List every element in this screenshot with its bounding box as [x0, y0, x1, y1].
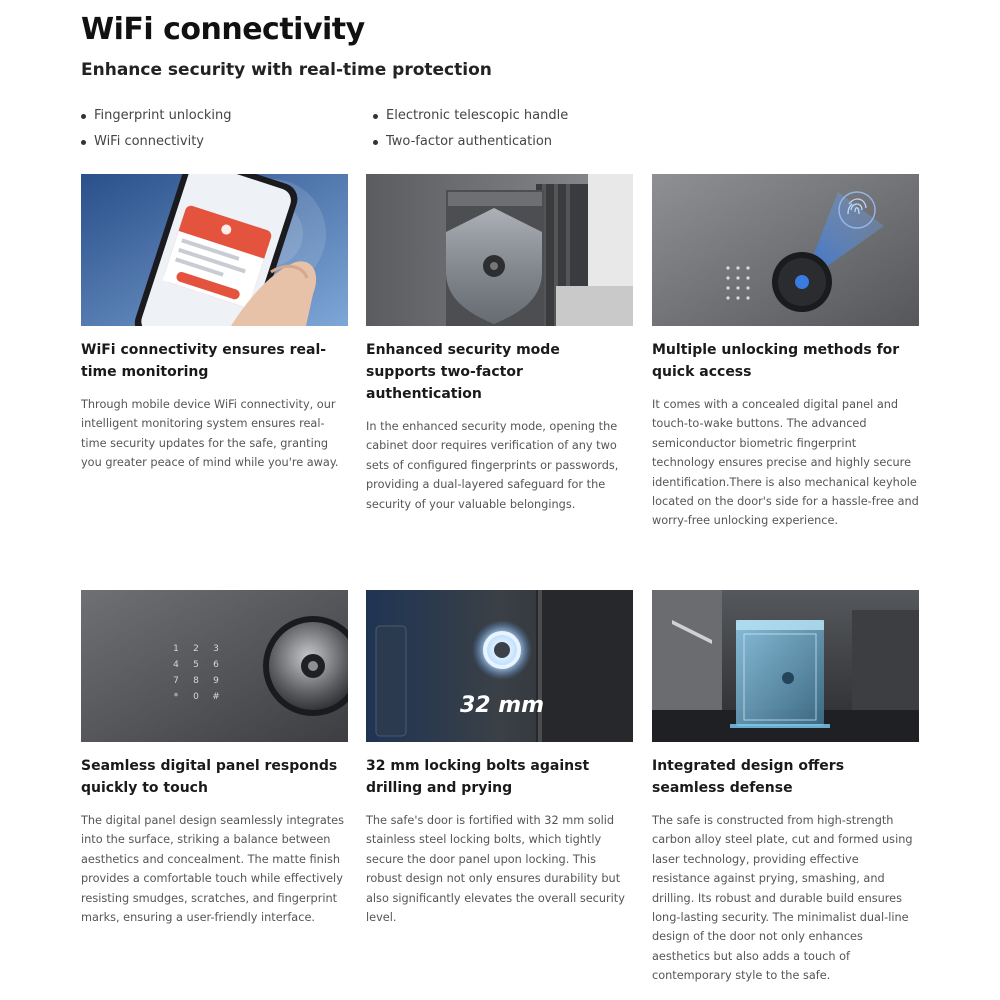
bullet-icon: [373, 114, 378, 119]
keypad-key: *: [173, 692, 179, 702]
keypad-key: 4: [173, 660, 179, 670]
feature-label: WiFi connectivity: [94, 134, 204, 149]
bullet-icon: [81, 140, 86, 145]
feature-list: [81, 103, 681, 155]
keypad-key: 2: [193, 644, 199, 654]
feature-card-digital-panel: [81, 590, 348, 927]
feature-item: [373, 129, 673, 155]
card-body: The safe's door is fortified with 32 mm solid stainless steel locking bolts, which tightly secure the door panel upon locking. This robust design not only ensures durability but also significantly elevates the overall security level.: [366, 814, 625, 925]
bullet-icon: [373, 140, 378, 145]
card-body: Through mobile device WiFi connectivity, our intelligent monitoring system ensures real-time security updates for the safe, granting you greater peace of mind while you're away.: [81, 398, 339, 470]
keypad-key: 8: [193, 676, 199, 686]
page-title: WiFi connectivity: [81, 12, 365, 47]
keypad-key: 1: [173, 644, 179, 654]
card-body: The safe is constructed from high-strength carbon alloy steel plate, cut and formed using laser technology, providing effective resistance against prying, smashing, and drilling. Its robust and durable build ensures long-lasting security. The minimalist dual-line design of the door not only enhances aesthetics but also adds a touch of contemporary style to the safe.: [652, 814, 913, 983]
keypad-key: 5: [193, 660, 199, 670]
digital-keypad-image: [81, 590, 348, 742]
keypad-key: 7: [173, 676, 179, 686]
locking-bolt-image: [366, 590, 633, 742]
feature-item: [81, 129, 373, 155]
feature-label: Fingerprint unlocking: [94, 108, 232, 123]
safe-room-image: [652, 590, 919, 742]
card-body: It comes with a concealed digital panel and touch-to-wake buttons. The advanced semiconductor biometric fingerprint technology ensures precise and highly secure identification.There is also mechanical keyhole located on the door's side for a hassle-free and worry-free unlocking experience.: [652, 398, 919, 528]
feature-card-integrated-design: [652, 590, 919, 986]
card-title: WiFi connectivity ensures real-time monitoring: [81, 342, 327, 380]
card-body: In the enhanced security mode, opening the cabinet door requires verification of any two sets of configured fingerprints or passwords, providing a dual-layered safeguard for the security of your valuable belongings.: [366, 420, 619, 511]
page-subtitle: Enhance security with real-time protection: [81, 60, 492, 80]
feature-label: Two-factor authentication: [386, 134, 553, 149]
phone-app-image: [81, 174, 348, 326]
bullet-icon: [81, 114, 86, 119]
keypad-key: 6: [213, 660, 219, 670]
feature-label: Electronic telescopic handle: [386, 108, 569, 123]
feature-item: [373, 103, 673, 129]
feature-card-unlocking-methods: [652, 174, 919, 531]
keypad-key: 0: [193, 692, 199, 702]
feature-item: [81, 103, 373, 129]
card-title: Enhanced security mode supports two-factor authentication: [366, 342, 560, 402]
keypad-key: 9: [213, 676, 219, 686]
card-title: Seamless digital panel responds quickly to touch: [81, 758, 338, 796]
feature-card-wifi-monitoring: [81, 174, 348, 473]
card-title: 32 mm locking bolts against drilling and prying: [366, 758, 590, 796]
feature-card-locking-bolts: [366, 590, 633, 927]
keypad-key: #: [212, 692, 220, 702]
card-title: Integrated design offers seamless defense: [652, 758, 845, 796]
fingerprint-scanner-image: [652, 174, 919, 326]
shield-safe-image: [366, 174, 633, 326]
card-title: Multiple unlocking methods for quick access: [652, 342, 900, 380]
feature-card-two-factor: [366, 174, 633, 514]
card-body: The digital panel design seamlessly integrates into the surface, striking a balance between aesthetics and concealment. The matte finish provides a comfortable touch while effectively resisting smudges, scratches, and fingerprint marks, ensuring a user-friendly interface.: [81, 814, 345, 925]
bolt-size-label: 32 mm: [459, 693, 545, 718]
keypad-key: 3: [213, 644, 219, 654]
